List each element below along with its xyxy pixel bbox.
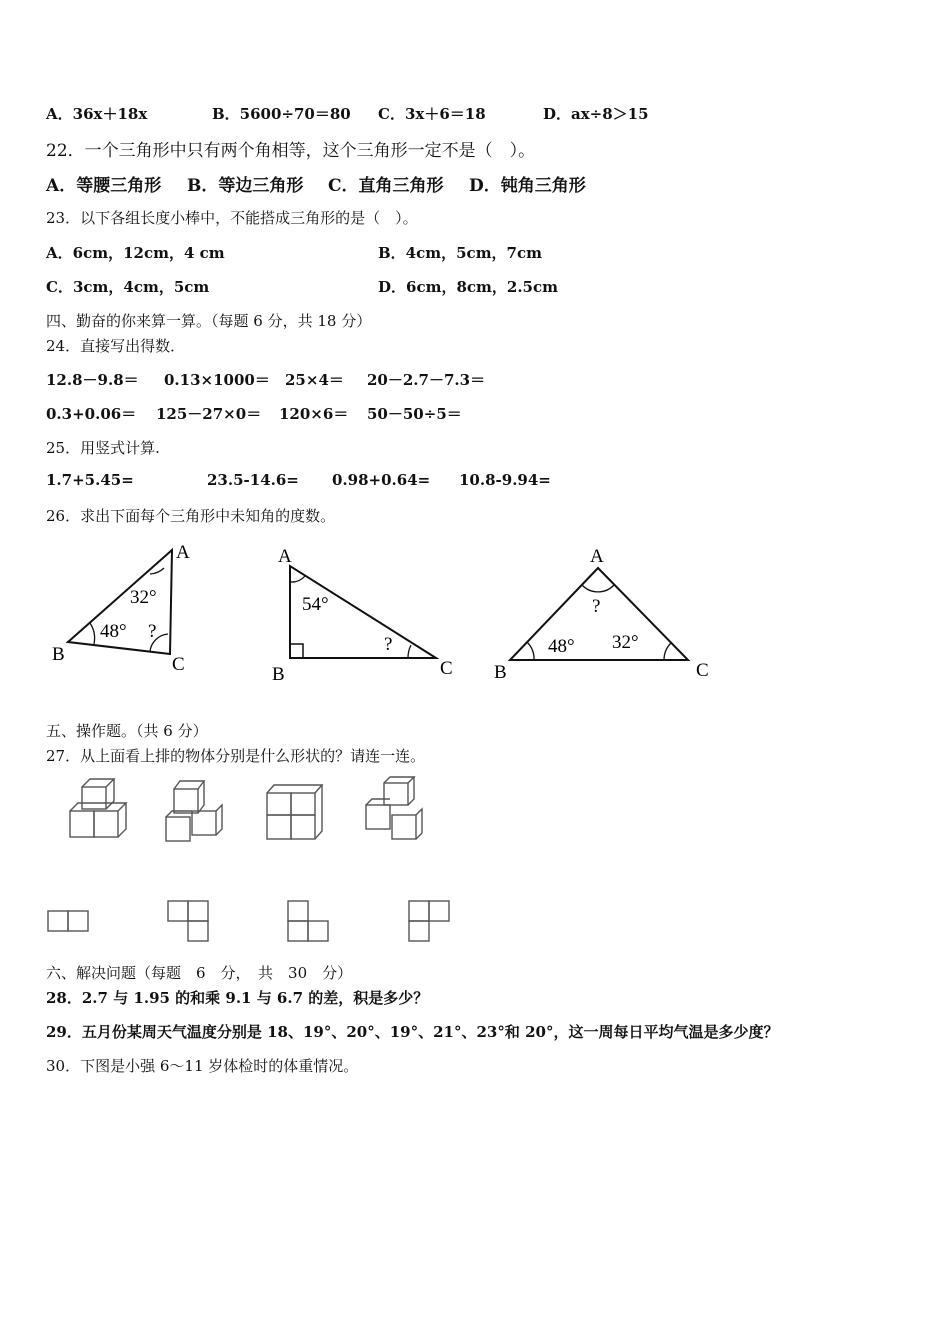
section4-title: 四、勤奋的你来算一算。（每题 6 分，共 18 分） — [46, 312, 372, 330]
q24-item: 125－27×0＝ — [156, 405, 262, 423]
triangle-2-vertex-b: B — [272, 664, 285, 685]
q23-option-c: C．3cm，4cm，5cm — [46, 278, 210, 296]
triangle-1-angle-b: 48° — [100, 621, 127, 642]
triangle-1-vertex-c: C — [172, 654, 185, 675]
q21-option-c: C．3x＋6＝18 — [378, 105, 486, 123]
q24-item: 0.3+0.06＝ — [46, 405, 137, 423]
cube-object-4 — [366, 777, 422, 839]
q25-item: 10.8-9.94= — [459, 471, 551, 489]
triangle-3-vertex-a: A — [590, 546, 604, 567]
triangle-3-angle-c: 32° — [612, 632, 639, 653]
q24-item: 120×6＝ — [279, 405, 349, 423]
q23-option-a: A．6cm，12cm，4 cm — [46, 244, 225, 262]
q22-option-b: B．等边三角形 — [187, 176, 304, 196]
triangle-2 — [272, 546, 453, 685]
q26-stem: 26．求出下面每个三角形中未知角的度数。 — [46, 507, 336, 525]
triangle-1-vertex-a: A — [176, 542, 190, 563]
triangle-1-angle-a: 32° — [130, 587, 157, 608]
q22-option-a: A．等腰三角形 — [46, 176, 162, 196]
q29-stem: 29．五月份某周天气温度分别是 18、19°、20°、19°、21°、23°和 20°，这一周每日平均气温是多少度？ — [46, 1023, 779, 1041]
q24-item: 50－50÷5＝ — [367, 405, 462, 423]
section6-title: 六、解决问题（每题 6 分， 共 30 分） — [46, 964, 353, 982]
triangle-1 — [52, 542, 190, 675]
triangle-2-angle-a: 54° — [302, 594, 329, 615]
q23-option-b: B．4cm，5cm，7cm — [378, 244, 543, 262]
q28-stem: 28．2.7 与 1.95 的和乘 9.1 与 6.7 的差，积是多少？ — [46, 989, 429, 1007]
cube-object-3 — [267, 785, 322, 839]
q25-item: 23.5-14.6= — [207, 471, 299, 489]
cube-object-1 — [70, 779, 126, 837]
q22-option-d: D．钝角三角形 — [469, 176, 586, 196]
q21-option-d: D．ax÷8＞15 — [543, 105, 649, 123]
top-view-1 — [48, 911, 88, 931]
q23-stem: 23．以下各组长度小棒中，不能搭成三角形的是（ ）。 — [46, 209, 418, 227]
q26-triangles-figure — [0, 530, 950, 700]
cube-object-2 — [166, 781, 222, 841]
triangle-3-angle-a: ? — [592, 596, 601, 617]
q24-item: 12.8－9.8＝ — [46, 371, 139, 389]
q24-item: 0.13×1000＝ — [164, 371, 270, 389]
triangle-2-vertex-a: A — [278, 546, 292, 567]
triangle-3-vertex-b: B — [494, 662, 507, 683]
q21-option-a: A．36x＋18x — [46, 105, 148, 123]
top-view-4 — [409, 901, 449, 941]
q25-stem: 25．用竖式计算. — [46, 439, 160, 457]
triangle-2-angle-c: ? — [384, 634, 393, 655]
triangle-3 — [494, 546, 709, 683]
triangle-3-angle-b: 48° — [548, 636, 575, 657]
q21-option-b: B．5600÷70＝80 — [212, 105, 351, 123]
triangle-2-vertex-c: C — [440, 658, 453, 679]
q24-stem: 24．直接写出得数． — [46, 337, 186, 355]
q24-item: 25×4＝ — [285, 371, 344, 389]
q27-stem: 27．从上面看上排的物体分别是什么形状的？请连一连。 — [46, 747, 426, 765]
q27-objects-row — [0, 775, 950, 850]
q27-views-row — [0, 895, 950, 950]
triangle-1-angle-c: ? — [148, 621, 157, 642]
q25-item: 0.98+0.64= — [332, 471, 431, 489]
q30-stem: 30．下图是小强 6～11 岁体检时的体重情况。 — [46, 1057, 359, 1075]
q22-stem: 22．一个三角形中只有两个角相等，这个三角形一定不是（ ）。 — [46, 141, 536, 161]
q25-item: 1.7+5.45= — [46, 471, 134, 489]
top-view-3 — [288, 901, 328, 941]
q23-option-d: D．6cm，8cm，2.5cm — [378, 278, 558, 296]
triangle-1-vertex-b: B — [52, 644, 65, 665]
section5-title: 五、操作题。（共 6 分） — [46, 722, 208, 740]
q24-item: 20－2.7－7.3＝ — [367, 371, 486, 389]
q22-option-c: C．直角三角形 — [328, 176, 444, 196]
triangle-3-vertex-c: C — [696, 660, 709, 681]
top-view-2 — [168, 901, 208, 941]
